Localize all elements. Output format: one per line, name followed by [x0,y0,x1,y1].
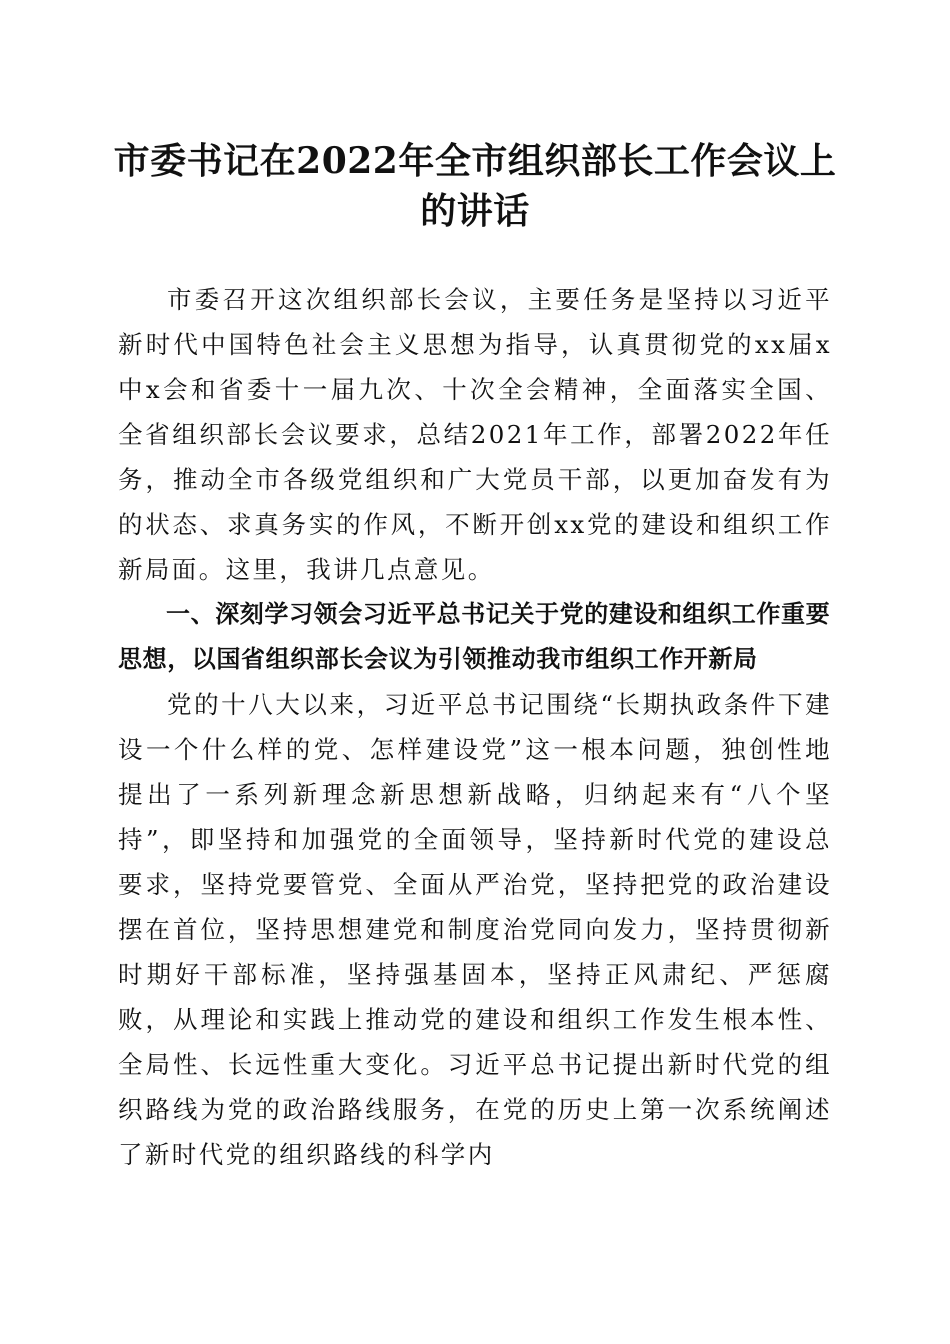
section-heading-1: 一、深刻学习领会习近平总书记关于党的建设和组织工作重要思想，以国省组织部长会议为引领推动我市组织工作开新局 [118,600,831,673]
title-line-2: 的讲话 [420,190,530,232]
paragraph-intro: 市委召开这次组织部长会议，主要任务是坚持以习近平新时代中国特色社会主义思想为指导，认真贯彻党的xx届x中x会和省委十一届九次、十次全会精神，全面落实全国、全省组织部长会议要求，总结2021年工作，部署2022年任务，推动全市各级党组织和广大党员干部，以更加奋发有为的状态、求真务实的作风，不断开创xx党的建设和组织工作新局面。这里，我讲几点意见。 [118,285,832,584]
title-line-1: 市委书记在2022年全市组织部长工作会议上 [113,140,837,182]
document-title [110,136,840,236]
paragraph-section-1: 党的十八大以来，习近平总书记围绕“长期执政条件下建设一个什么样的党、怎样建设党”这一根本问题，独创性地提出了一系列新理念新思想新战略，归纳起来有“八个坚持”，即坚持和加强党的全面领导，坚持新时代党的建设总要求，坚持党要管党、全面从严治党，坚持把党的政治建设摆在首位，坚持思想建党和制度治党同向发力，坚持贯彻新时期好干部标准，坚持强基固本，坚持正风肃纪、严惩腐败，从理论和实践上推动党的建设和组织工作发生根本性、全局性、长远性重大变化。习近平总书记提出新时代党的组织路线为党的政治路线服务，在党的历史上第一次系统阐述了新时代党的组织路线的科学内 [118,690,832,1169]
